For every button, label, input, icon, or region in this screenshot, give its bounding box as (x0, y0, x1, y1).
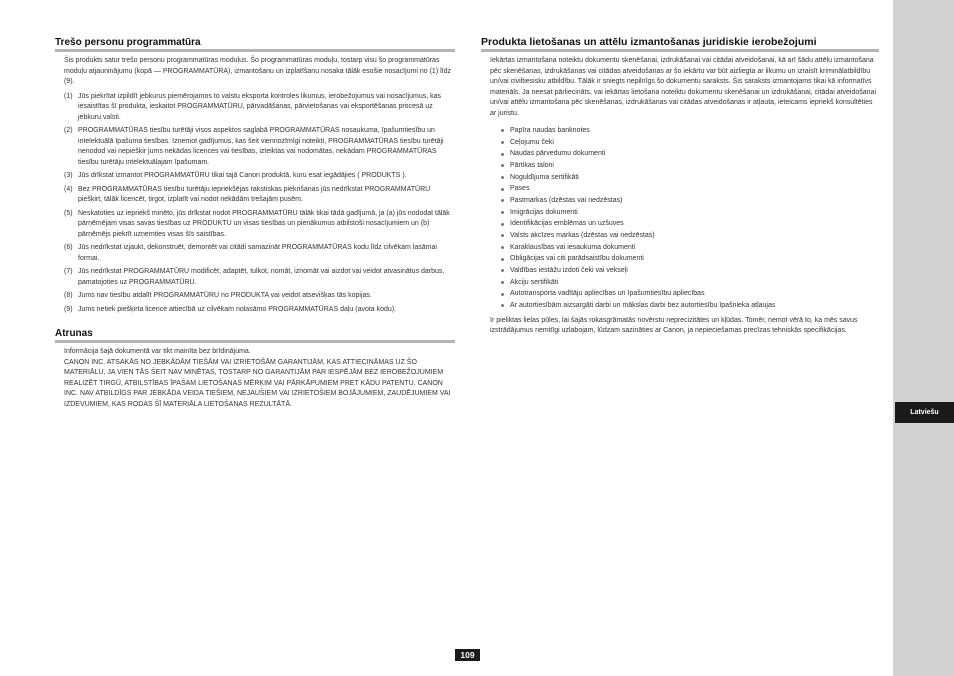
bullet-icon (501, 269, 504, 272)
bullet-icon (501, 223, 504, 226)
list-item (501, 160, 879, 172)
item-text: Pases (510, 185, 530, 193)
list-item (501, 207, 879, 219)
list-item (501, 253, 879, 265)
disclaimer-paragraph: Informācija šajā dokumentā var tikt mainīta bez brīdinājuma. (64, 348, 251, 355)
item-text: Neskatoties uz iepriekš minēto, jūs drīkstat nodot PROGRAMMATŪRU tālāk tikai tādā gadījumā, ja (a) jūs nododat tālāk pārņēmējam visas savas tiesības uz PRODUKTU un visas tiesības un pienākumus atbilstoši nosacījumiem un (b) pārņēmējs piekrīt uzņemties visas šīs saistības. (78, 209, 450, 238)
item-text: Jums netiek piešķirta licence attiecībā uz cilvēkam nolasāmo PROGRAMMATŪRAS daļu (avota kodu). (78, 305, 397, 313)
item-number: (5) (64, 209, 73, 217)
list-item (64, 171, 455, 182)
list-item (501, 195, 879, 207)
list-item (501, 242, 879, 254)
language-tab: Latviešu (895, 402, 954, 423)
left-column (55, 37, 455, 410)
disclaimer-title: Atrunas (55, 328, 455, 343)
item-text: Pastmarkas (dzēstas vai nedzēstas) (510, 196, 623, 204)
list-item (501, 230, 879, 242)
list-item (64, 291, 455, 302)
item-text: Jūs nedrīkstat izjaukt, dekonstruēt, demontēt vai citādi samazināt PROGRAMMATŪRAS kodu līdz cilvēkam lasāmai formai. (78, 244, 437, 262)
list-item (64, 209, 455, 241)
legal-restrictions-title: Produkta lietošanas un attēlu izmantošanas juridiskie ierobežojumi (481, 37, 879, 52)
item-text: Jums nav tiesību atdalīt PROGRAMMATŪRU no PRODUKTA vai veidot atsevišķas tās kopijas. (78, 292, 372, 299)
third-party-intro: Šis produkts satur trešo personu programmatūras moduļus. Šo programmatūras moduļu, tostarp visu šo programmatūras moduļu atjauninājumu (kopā — PROGRAMMATŪRA), izmantošanu un izplatīšanu nosaka tālāk esošie nosacījumi no (1) līdz (9). (64, 57, 451, 85)
list-item (501, 125, 879, 137)
item-text: Noguldījuma sertifikāti (510, 173, 579, 181)
item-text: Papīra naudas banknotes (510, 127, 590, 134)
third-party-title: Trešo personu programmatūra (55, 37, 455, 52)
list-item (64, 126, 455, 168)
item-text: Valsts akcīzes markas (dzēstas vai nedzēstas) (510, 231, 655, 239)
list-item (501, 288, 879, 300)
list-item (501, 300, 879, 312)
bullet-icon (501, 234, 504, 237)
bullet-icon (501, 304, 504, 307)
item-text: Valdības iestāžu izdoti čeki vai vekseļi (510, 266, 628, 274)
list-item (501, 172, 879, 184)
list-item (501, 148, 879, 160)
item-number: (6) (64, 244, 73, 251)
list-item (501, 265, 879, 277)
item-text: Jūs piekrītat izpildīt jebkurus piemērojamos to valstu eksporta kontroles likumus, ierobežojumus vai nosacījumus, kas iesaistītas šī produkta, ieskaitot PROGRAMMATŪRU, pārvadāšanas, pārvietošanas vai eksportēšanas procesā uz jebkuru valsti. (78, 92, 441, 121)
legal-restrictions-intro: Iekārtas izmantošana noteiktu dokumentu skenēšanai, izdrukāšanai vai citādai atveidošanai, kā arī šādu attēlu izmantošana pēc skenēšanas, izdrukāšanas vai citādas atveidošanas ar šo iekārtu var būt aizliegta ar likumu un izraisīt kriminālatbildību un/vai civiltiesisku atbildību. Tālāk ir sniegts nepilnīgs šo dokumentu saraksts. Šis saraksts izmantojams tikai kā informatīvs materiāls. Ja neesat pārliecināts, vai iekārtas lietošana noteiktu dokumentu skenēšanai un izdrukāšanai, citādai atveidošanai un/vai attēlu izmantošana pēc skenēšanas, izdrukāšanas vai citādas atveidošanas ir atļauta, ieteicams iepriekš konsultēties ar juristu. (490, 57, 877, 117)
item-text: Akciju sertifikāti (510, 278, 559, 286)
item-text: PROGRAMMATŪRAS tiesību turētāji visos aspektos saglabā PROGRAMMATŪRAS nosaukuma, īpašumtiesību un intelektuālā īpašuma tiesības. Izņemot gadījumus, kas šeit viennozīmīgi noteikti, PROGRAMMATŪRAS tiesību turētāji nenodod vai nepiešķir jums nekādas licences vai tiesības, izteiktas vai nodomātas, nekādam PROGRAMMATŪRAS tiesību turētāju intelektuālajam īpašumam. (78, 127, 444, 166)
item-number: (2) (64, 127, 73, 134)
item-number: (9) (64, 305, 73, 313)
list-item (64, 267, 455, 288)
list-item (501, 183, 879, 195)
item-text: Ceļojumu čeki (510, 138, 554, 146)
item-text: Jūs nedrīkstat PROGRAMMATŪRU modificēt, adaptēt, tulkot, nomāt, iznomāt vai aizdot vai veidot atvasinātus darbus, pamatojoties uz PROGRAMMATŪRU. (78, 268, 445, 286)
bullet-icon (501, 211, 504, 214)
bullet-icon (501, 153, 504, 156)
item-text: Identifikācijas emblēmas un uzšuves (510, 220, 624, 228)
bullet-icon (501, 246, 504, 249)
list-item (64, 305, 455, 316)
bullet-icon (501, 188, 504, 191)
bullet-icon (501, 281, 504, 284)
bullet-icon (501, 258, 504, 261)
bullet-icon (501, 176, 504, 179)
list-item (501, 277, 879, 289)
item-number: (1) (64, 92, 73, 100)
third-party-terms-list (64, 92, 455, 316)
restricted-documents-list (501, 125, 879, 312)
item-text: Jūs drīkstat izmantot PROGRAMMATŪRU tikai tajā Canon produktā, kuru esat iegādājies ( PRODUKTS ). (78, 172, 407, 179)
item-text: Imigrācijas dokumenti (510, 208, 578, 216)
right-column (481, 37, 879, 341)
item-text: Autotransporta vadītāju apliecības un īpašumtiesību apliecības (510, 290, 705, 298)
bullet-icon (501, 141, 504, 144)
warranty-disclaimer: CANON INC. ATSAKĀS NO JEBKĀDĀM TIEŠĀM VAI IZRIETOŠĀM GARANTIJĀM, KAS ATTIECINĀMAS UZ ŠO MATERIĀLU, JA VIEN TĀS ŠEIT NAV MINĒTAS, TOSTARP NO GARANTIJĀM PAR IESPĒJĀM BEZ IEROBEŽOJUMIEM REALIZĒT TIRGŪ, ATBILSTĪBAS ĪPAŠAM LIETOŠANAS MĒRĶIM VAI PĀRKĀPUMIEM PRET KĀDU PATENTU. CANON INC. NAV ATBILDĪGS PAR JEBKĀDA VEIDA TIEŠIEM, NEJAUŠIEM VAI IZRIETOŠIEM BOJĀJUMIEM, ZAUDĒJUMIEM VAI IZDEVUMIEM, KAS RODAS ŠĪ MATERIĀLA LIETOŠANAS REZULTĀTĀ. (64, 358, 451, 408)
item-text: Bez PROGRAMMATŪRAS tiesību turētāju iepriekšējas rakstiskas piekrišanas jūs nedrīkstat PROGRAMMATŪRU piešķirt, tālāk licencēt, tirgot, izplatīt vai nodot nekādām trešajām pusēm. (78, 185, 431, 203)
bullet-icon (501, 164, 504, 167)
legal-restrictions-outro: Ir pieliktas lielas pūles, lai šajās rokasgrāmatās novērstu neprecizitātes un kļūdas. Tomēr, ņemot vērā to, ka mēs savus izstrādājumus nemitīgi uzlabojam, lūdzam sazināties ar Canon, ja nepieciešamas precīzas tehniskās specifikācijas. (490, 316, 858, 334)
item-text: Karaklausības vai iesaukuma dokumenti (510, 243, 636, 251)
item-text: Naudas pārvedumu dokumenti (510, 150, 606, 158)
item-number: (3) (64, 172, 73, 179)
item-text: Obligācijas vai citi parādsaistību dokumenti (510, 255, 644, 263)
item-number: (7) (64, 268, 73, 275)
bullet-icon (501, 199, 504, 202)
bullet-icon (501, 293, 504, 296)
item-text: Ar autortiesībām aizsargāti darbi un mākslas darbi bez autortiesību īpašnieka atļaujas (510, 301, 776, 309)
item-number: (4) (64, 185, 73, 193)
item-text: Pārtikas taloni (510, 161, 554, 169)
list-item (501, 218, 879, 230)
item-number: (8) (64, 292, 73, 299)
language-sidebar (893, 0, 954, 676)
list-item (501, 137, 879, 149)
list-item (64, 185, 455, 206)
page-number: 109 (455, 649, 480, 661)
list-item (64, 92, 455, 124)
bullet-icon (501, 129, 504, 132)
list-item (64, 243, 455, 264)
